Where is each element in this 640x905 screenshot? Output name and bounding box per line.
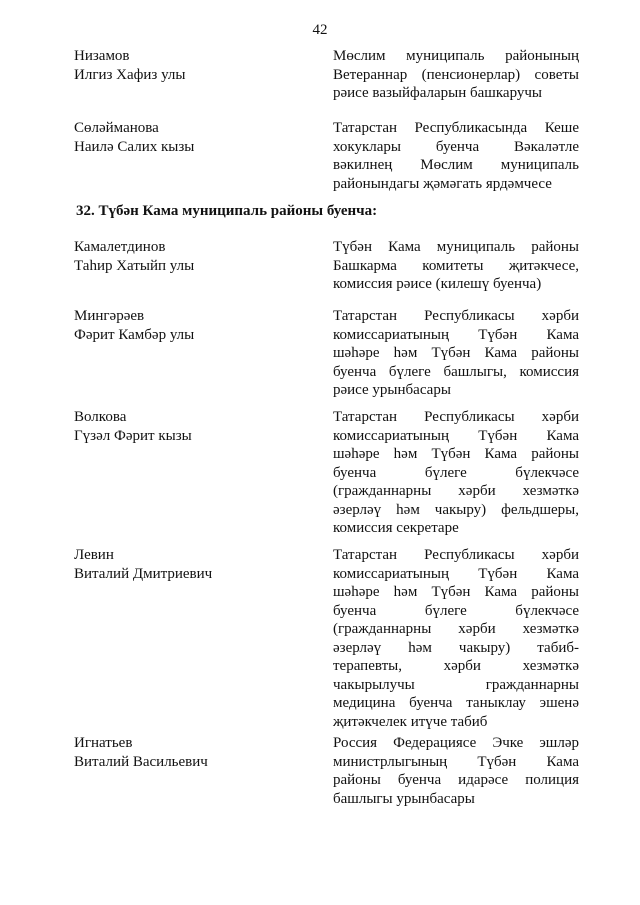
position-line: буенча бүлеге бүлекчәсе <box>333 602 579 619</box>
surname: Левин <box>74 547 114 563</box>
position-line: хокуклары буенча Вәкаләтле <box>333 138 579 155</box>
position-text <box>333 238 579 294</box>
position-line: министрлыгының Түбән Кама <box>333 753 579 770</box>
position-line: Ветераннар (пенсионерлар) советы <box>333 66 579 83</box>
surname: Низамов <box>74 48 130 64</box>
position-line: (гражданнарны хәрби хезмәткә <box>333 483 579 499</box>
position-line: терапевты, хәрби хезмәткә <box>333 658 579 674</box>
position-line: Мөслим муниципаль районының <box>333 48 579 64</box>
position-line: Татарстан Республикасы хәрби <box>333 547 579 563</box>
position-line: районы буенча идарәсе полиция <box>333 772 579 788</box>
position-line: шәһәре һәм Түбән Кама районы <box>333 584 579 600</box>
position-line: Татарстан Республикасы хәрби <box>333 409 579 425</box>
page-number: 42 <box>312 22 328 38</box>
person-name <box>74 119 304 156</box>
position-line: комиссариатының Түбән Кама <box>333 326 579 343</box>
given-name: Илгиз Хафиз улы <box>74 66 186 83</box>
given-name: Виталий Дмитриевич <box>74 565 213 582</box>
person-name <box>74 734 304 771</box>
position-line: җитәкчелек итүче табиб <box>333 713 488 730</box>
position-line: районындагы җәмәгать ярдәмчесе <box>333 175 552 192</box>
surname: Камалетдинов <box>74 239 166 255</box>
surname: Волкова <box>74 409 127 425</box>
given-name: Гүзәл Фәрит кызы <box>74 427 192 444</box>
position-text <box>333 408 579 538</box>
position-line: әзерләү һәм чакыру) фельдшеры, <box>333 501 579 518</box>
person-name <box>74 408 304 445</box>
position-line: шәһәре һәм Түбән Кама районы <box>333 446 579 462</box>
position-line: медицина буенча таныклау эшенә <box>333 695 579 711</box>
given-name: Наилә Салих кызы <box>74 138 195 155</box>
given-name: Фәрит Камбәр улы <box>74 326 195 343</box>
position-line: комиссариатының Түбән Кама <box>333 427 579 444</box>
position-line: буенча бүлеге башлыгы, комиссия <box>333 363 579 380</box>
position-line: буенча бүлеге бүлекчәсе <box>333 464 579 481</box>
position-line: рәисе вазыйфаларын башкаручы <box>333 85 542 101</box>
surname: Игнатьев <box>74 735 133 751</box>
position-line: шәһәре һәм Түбән Кама районы <box>333 345 579 361</box>
position-line: комиссия рәисе (килешү буенча) <box>333 276 542 292</box>
position-line: башлыгы урынбасары <box>333 790 475 807</box>
surname: Мингәрәев <box>74 308 145 324</box>
position-line: Татарстан Республикасында Кеше <box>333 120 579 136</box>
person-name <box>74 238 304 275</box>
position-line: рәисе урынбасары <box>333 382 451 398</box>
position-line: Россия Федерациясе Эчке эшләр <box>333 735 579 751</box>
given-name: Виталий Васильевич <box>74 753 208 770</box>
position-line: Татарстан Республикасы хәрби <box>333 308 579 324</box>
section-heading: 32. Түбән Кама муниципаль районы буенча: <box>76 203 378 219</box>
position-text <box>333 47 579 103</box>
position-line: комиссариатының Түбән Кама <box>333 565 579 582</box>
person-name <box>74 546 304 583</box>
position-text <box>333 119 579 193</box>
position-line: Түбән Кама муниципаль районы <box>333 239 579 255</box>
given-name: Таһир Хатыйп улы <box>74 257 195 274</box>
position-line: әзерләү һәм чакыру) табиб- <box>333 639 579 656</box>
surname: Сөләйманова <box>74 120 159 136</box>
position-text <box>333 734 579 808</box>
position-line: чакырылучы гражданнарны <box>333 676 579 693</box>
position-line: комиссия секретаре <box>333 520 459 536</box>
person-name <box>74 307 304 344</box>
person-name <box>74 47 304 84</box>
position-text <box>333 546 579 731</box>
position-line: (гражданнарны хәрби хезмәткә <box>333 621 579 637</box>
position-text <box>333 307 579 400</box>
position-line: Башкарма комитеты җитәкчесе, <box>333 257 579 274</box>
position-line: вәкилнең Мөслим муниципаль <box>333 157 579 173</box>
